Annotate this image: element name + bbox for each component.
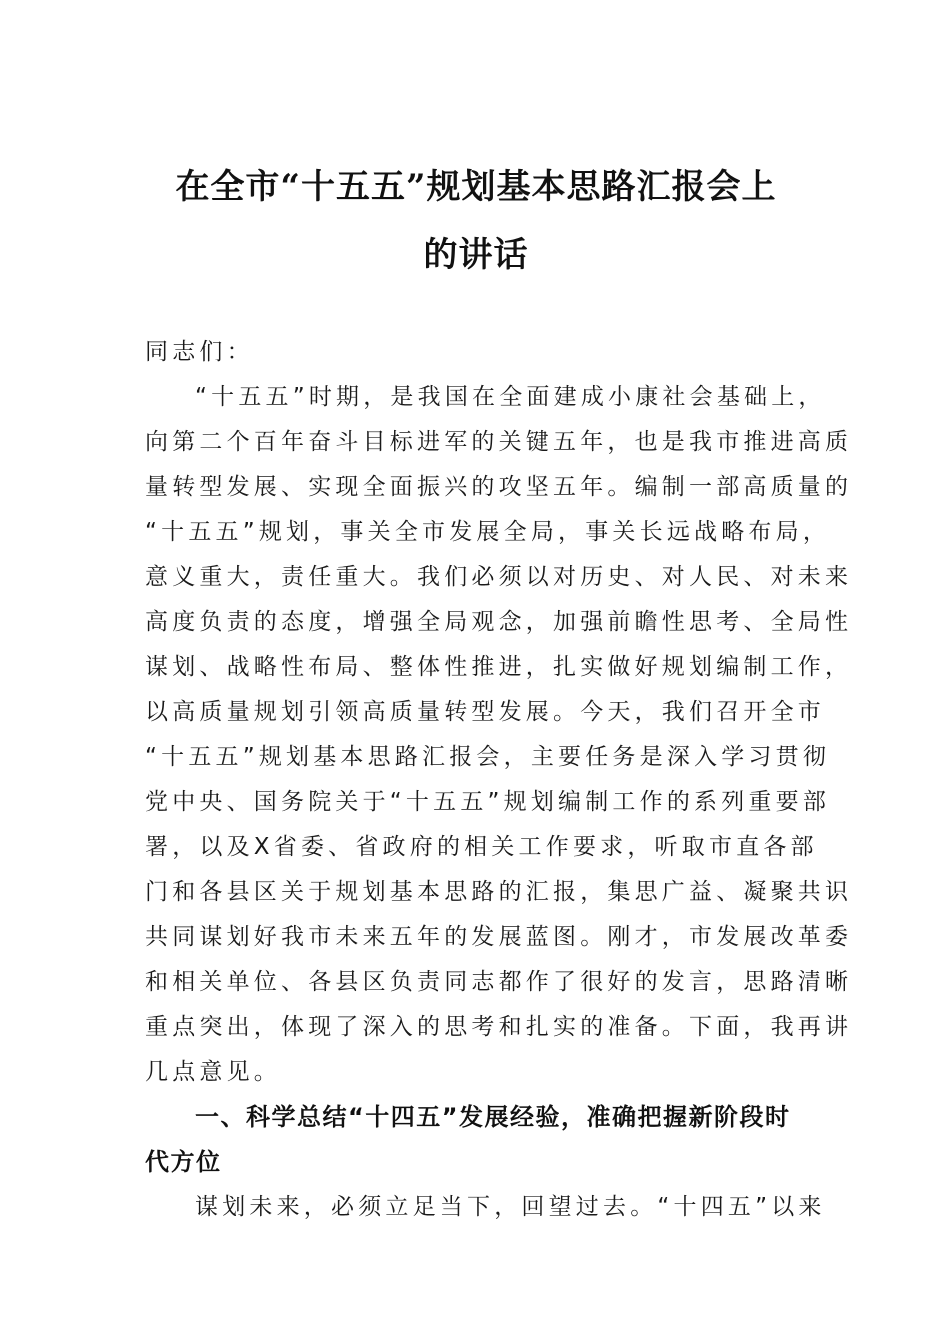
paragraph-line: 门和各县区关于规划基本思路的汇报，集思广益、凝聚共识 xyxy=(145,879,853,905)
paragraph-line: 高度负责的态度，增强全局观念，加强前瞻性思考、全局性 xyxy=(145,609,853,635)
paragraph-line: 几点意见。 xyxy=(145,1059,281,1085)
salutation: 同志们： xyxy=(145,339,254,365)
paragraph-line: 署，以及X省委、省政府的相关工作要求，听取市直各部 xyxy=(145,834,818,860)
paragraph-line: 谋划未来，必须立足当下，回望过去。“十四五”以来 xyxy=(195,1194,826,1220)
paragraph-line: “十五五”规划基本思路汇报会，主要任务是深入学习贯彻 xyxy=(145,744,831,770)
paragraph-line: 共同谋划好我市未来五年的发展蓝图。刚才，市发展改革委 xyxy=(145,924,853,950)
paragraph-line: 重点突出，体现了深入的思考和扎实的准备。下面，我再讲 xyxy=(145,1014,853,1040)
paragraph-line: 和相关单位、各县区负责同志都作了很好的发言，思路清晰 xyxy=(145,969,853,995)
document-body xyxy=(145,330,853,1230)
paragraph-section-1 xyxy=(145,1185,826,1230)
paragraph-line: 谋划、战略性布局、整体性推进，扎实做好规划编制工作， xyxy=(145,654,853,680)
paragraph-line: 党中央、国务院关于“十五五”规划编制工作的系列重要部 xyxy=(145,789,831,815)
section-heading-line: 一、科学总结“十四五”发展经验，准确把握新阶段时 xyxy=(195,1103,791,1131)
paragraph-line: 意义重大，责任重大。我们必须以对历史、对人民、对未来 xyxy=(145,564,853,590)
paragraph-line: 向第二个百年奋斗目标进军的关键五年，也是我市推进高质 xyxy=(145,429,853,455)
paragraph-line: 量转型发展、实现全面振兴的攻坚五年。编制一部高质量的 xyxy=(145,474,853,500)
section-heading-1 xyxy=(145,1095,807,1185)
paragraph-line: “十五五”规划，事关全市发展全局，事关长远战略布局， xyxy=(145,519,831,545)
document-title-line-2: 的讲话 xyxy=(423,235,529,275)
section-heading-line: 代方位 xyxy=(145,1148,222,1176)
document-title-line-1: 在全市“十五五”规划基本思路汇报会上 xyxy=(175,167,777,207)
paragraph-intro xyxy=(145,375,853,1095)
paragraph-line: “十五五”时期，是我国在全面建成小康社会基础上， xyxy=(195,384,826,410)
paragraph-line: 以高质量规划引领高质量转型发展。今天，我们召开全市 xyxy=(145,699,825,725)
